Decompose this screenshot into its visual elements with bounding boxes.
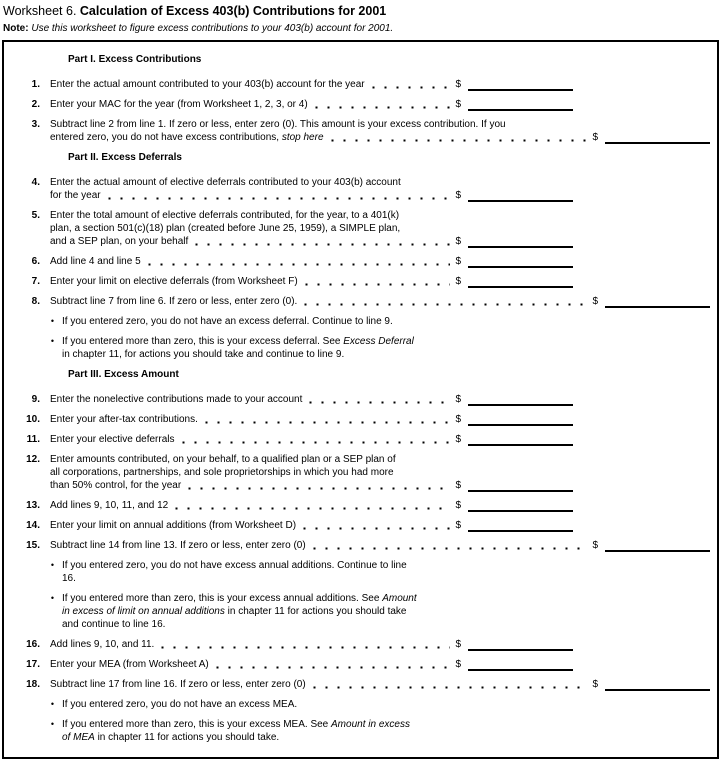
dot-leader	[303, 519, 450, 532]
amount-line	[605, 539, 710, 552]
line-text	[50, 275, 573, 288]
italic-text: Amount	[382, 593, 417, 604]
worksheet-row	[4, 678, 710, 691]
line-text	[62, 698, 710, 711]
line-text	[50, 189, 573, 202]
text-segments	[50, 223, 400, 234]
worksheet-row	[4, 255, 710, 268]
amount-line	[468, 189, 573, 202]
italic-text: stop here	[281, 132, 324, 143]
italic-text: of MEA	[62, 732, 95, 743]
worksheet-title: Calculation of Excess 403(b) Contributions for 2001	[79, 4, 387, 18]
amount-line	[605, 131, 710, 144]
line-number: 17.	[26, 659, 40, 670]
text-segments	[62, 719, 410, 730]
dot-leader	[195, 235, 450, 248]
line-number: 13.	[26, 500, 40, 511]
line-text	[50, 479, 573, 492]
regular-text: Enter your limit on elective deferrals (from Worksheet F)	[50, 276, 298, 287]
regular-text: than 50% control, for the year	[50, 480, 182, 491]
regular-text: Enter the nonelective contributions made to your account	[50, 394, 303, 405]
regular-text: If you entered more than zero, this is your excess annual additions. See	[62, 593, 383, 604]
worksheet-number: Worksheet 6.	[3, 4, 77, 18]
italic-text: in excess of limit on annual additions	[62, 606, 225, 617]
worksheet-box	[2, 40, 719, 759]
row-body	[62, 592, 710, 631]
text-segments	[50, 295, 297, 308]
line-text	[50, 176, 710, 189]
line-number: 14.	[26, 520, 40, 531]
bullet-row	[4, 718, 710, 744]
dollar-sign: $	[592, 540, 598, 551]
part-heading: Part I. Excess Contributions	[68, 54, 202, 65]
line-text	[62, 315, 710, 328]
line-text	[50, 433, 573, 446]
worksheet-row	[4, 413, 710, 426]
line-number: 2.	[31, 99, 40, 110]
line-text	[50, 222, 710, 235]
line-number: 16.	[26, 639, 40, 650]
dollar-sign: $	[592, 296, 598, 307]
row-body	[50, 638, 710, 651]
text-segments	[50, 210, 399, 221]
regular-text: Enter the actual amount of elective deferrals contributed to your 403(b) account	[50, 177, 401, 188]
line-number: 12.	[26, 454, 40, 465]
line-number: 18.	[26, 679, 40, 690]
row-body	[50, 413, 710, 426]
dot-leader	[331, 131, 588, 144]
bullet-row	[4, 335, 710, 361]
line-text	[50, 98, 573, 111]
dot-leader	[309, 393, 450, 406]
regular-text: If you entered zero, you do not have excess annual additions. Continue to line	[62, 560, 407, 571]
note-line	[3, 23, 719, 35]
dot-leader	[175, 499, 450, 512]
line-text	[50, 209, 710, 222]
regular-text: Subtract line 2 from line 1. If zero or less, enter zero (0). This amount is your excess contribution. If you	[50, 119, 506, 130]
regular-text: Enter your MAC for the year (from Worksheet 1, 2, 3, or 4)	[50, 99, 308, 110]
regular-text: and continue to line 16.	[62, 619, 166, 630]
text-segments	[62, 593, 417, 604]
bullet-row	[4, 592, 710, 631]
row-body	[50, 658, 710, 671]
line-text	[50, 255, 573, 268]
line-number: 6.	[31, 256, 40, 267]
dollar-sign: $	[455, 659, 461, 670]
dot-leader	[108, 189, 451, 202]
part-heading: Part II. Excess Deferrals	[68, 152, 182, 163]
line-text	[62, 348, 710, 361]
amount-line	[605, 295, 710, 308]
bullet-row	[4, 698, 710, 711]
text-segments	[50, 479, 181, 492]
regular-text: If you entered zero, you do not have an excess MEA.	[62, 699, 298, 710]
line-text	[62, 618, 710, 631]
text-segments	[50, 131, 324, 144]
dollar-sign: $	[455, 500, 461, 511]
line-text	[62, 572, 710, 585]
row-body	[50, 433, 710, 446]
line-number: 8.	[31, 296, 40, 307]
row-body	[50, 453, 710, 492]
note-label: Note:	[3, 23, 29, 34]
regular-text: in chapter 11, for actions you should take and continue to line 9.	[62, 349, 345, 360]
worksheet-row	[4, 209, 710, 248]
dot-leader	[315, 98, 451, 111]
text-segments	[50, 519, 296, 532]
dollar-sign: $	[592, 679, 598, 690]
regular-text: 16.	[62, 573, 76, 584]
line-text	[50, 466, 710, 479]
line-text	[50, 131, 710, 144]
text-segments	[50, 78, 365, 91]
text-segments	[50, 255, 141, 268]
line-text	[50, 235, 573, 248]
text-segments	[62, 349, 344, 360]
regular-text: Enter the total amount of elective deferrals contributed, for the year, to a 401(k)	[50, 210, 400, 221]
regular-text: Enter your elective deferrals	[50, 434, 175, 445]
amount-line	[468, 658, 573, 671]
regular-text: Enter your MEA (from Worksheet A)	[50, 659, 209, 670]
dot-leader	[182, 433, 451, 446]
dollar-sign: $	[455, 99, 461, 110]
worksheet-row	[4, 453, 710, 492]
amount-line	[468, 78, 573, 91]
line-text	[50, 453, 710, 466]
dollar-sign: $	[455, 414, 461, 425]
bullet-row	[4, 315, 710, 328]
regular-text: and a SEP plan, on your behalf	[50, 236, 189, 247]
text-segments	[50, 275, 298, 288]
bullet-icon: •	[50, 719, 54, 729]
text-segments	[62, 606, 406, 617]
regular-text: Enter the actual amount contributed to your 403(b) account for the year	[50, 79, 365, 90]
part-heading: Part III. Excess Amount	[68, 369, 179, 380]
line-number: 11.	[26, 434, 40, 445]
dollar-sign: $	[455, 79, 461, 90]
row-body	[62, 559, 710, 585]
row-body	[50, 98, 710, 111]
regular-text: Enter your after-tax contributions.	[50, 414, 198, 425]
regular-text: Enter your limit on annual additions (from Worksheet D)	[50, 520, 297, 531]
line-text	[50, 539, 710, 552]
worksheet-row	[4, 539, 710, 552]
row-body	[50, 275, 710, 288]
dot-leader	[372, 78, 451, 91]
amount-line	[468, 433, 573, 446]
line-text	[50, 413, 573, 426]
worksheet-row	[4, 393, 710, 406]
italic-text: Excess Deferral	[343, 336, 414, 347]
text-segments	[62, 316, 393, 327]
dollar-sign: $	[455, 520, 461, 531]
text-segments	[50, 433, 175, 446]
line-number: 9.	[31, 394, 40, 405]
line-text	[62, 592, 710, 605]
line-text	[62, 718, 710, 731]
line-text	[50, 678, 710, 691]
regular-text: Add lines 9, 10, and 11.	[50, 639, 155, 650]
amount-line	[468, 98, 573, 111]
text-segments	[50, 177, 401, 188]
row-body	[50, 539, 710, 552]
text-segments	[62, 619, 165, 630]
line-text	[62, 559, 710, 572]
dollar-sign: $	[455, 394, 461, 405]
worksheet-row	[4, 98, 710, 111]
text-segments	[62, 732, 279, 743]
regular-text: in chapter 11 for actions you should take	[224, 606, 407, 617]
row-body	[50, 176, 710, 202]
amount-line	[468, 255, 573, 268]
page-title	[3, 4, 719, 19]
amount-line	[468, 479, 573, 492]
regular-text: If you entered more than zero, this is your excess MEA. See	[62, 719, 332, 730]
bullet-icon: •	[50, 560, 54, 570]
dollar-sign: $	[455, 276, 461, 287]
dollar-sign: $	[455, 190, 461, 201]
dollar-sign: $	[592, 132, 598, 143]
dot-leader	[148, 255, 451, 268]
text-segments	[50, 413, 198, 426]
dot-leader	[313, 539, 588, 552]
text-segments	[62, 336, 414, 347]
worksheet-row	[4, 658, 710, 671]
line-text	[62, 731, 710, 744]
regular-text: Add lines 9, 10, 11, and 12	[50, 500, 169, 511]
dollar-sign: $	[455, 434, 461, 445]
amount-line	[468, 413, 573, 426]
row-body	[50, 519, 710, 532]
amount-line	[468, 235, 573, 248]
bullet-icon: •	[50, 316, 54, 326]
row-body	[50, 678, 710, 691]
worksheet-row	[4, 275, 710, 288]
text-segments	[62, 560, 407, 571]
dot-leader	[161, 638, 450, 651]
dot-leader	[216, 658, 451, 671]
line-text	[50, 658, 573, 671]
amount-line	[605, 678, 710, 691]
italic-text: Amount in excess	[331, 719, 410, 730]
dollar-sign: $	[455, 236, 461, 247]
amount-line	[468, 519, 573, 532]
text-segments	[50, 393, 302, 406]
text-segments	[50, 638, 154, 651]
regular-text: If you entered more than zero, this is your excess deferral. See	[62, 336, 344, 347]
line-number: 7.	[31, 276, 40, 287]
text-segments	[62, 573, 76, 584]
text-segments	[50, 235, 188, 248]
bullet-icon: •	[50, 699, 54, 709]
text-segments	[50, 119, 506, 130]
line-text	[50, 519, 573, 532]
line-number: 4.	[31, 177, 40, 188]
dot-leader	[304, 295, 587, 308]
dot-leader	[188, 479, 450, 492]
text-segments	[50, 499, 168, 512]
line-number: 10.	[26, 414, 40, 425]
regular-text: in chapter 11 for actions you should take.	[94, 732, 280, 743]
dollar-sign: $	[455, 256, 461, 267]
row-body	[50, 255, 710, 268]
row-body	[50, 499, 710, 512]
regular-text: all corporations, partnerships, and sole proprietorships in which you had more	[50, 467, 394, 478]
text-segments	[50, 189, 101, 202]
text-segments	[50, 454, 396, 465]
worksheet-row	[4, 118, 710, 144]
regular-text: If you entered zero, you do not have an excess deferral. Continue to line 9.	[62, 316, 393, 327]
dot-leader	[305, 275, 451, 288]
regular-text: Subtract line 14 from line 13. If zero or less, enter zero (0)	[50, 540, 306, 551]
note-text: Use this worksheet to figure excess contributions to your 403(b) account for 2001.	[31, 23, 394, 34]
worksheet-row	[4, 638, 710, 651]
regular-text: plan, a section 501(c)(18) plan (created before June 25, 1959), a SIMPLE plan,	[50, 223, 401, 234]
line-text	[50, 393, 573, 406]
text-segments	[50, 467, 394, 478]
dollar-sign: $	[455, 639, 461, 650]
line-text	[50, 295, 710, 308]
line-text	[50, 499, 573, 512]
worksheet-row	[4, 519, 710, 532]
line-text	[50, 78, 573, 91]
line-number: 5.	[31, 210, 40, 221]
row-body	[62, 698, 710, 711]
line-number: 3.	[31, 119, 40, 130]
row-body	[50, 78, 710, 91]
text-segments	[50, 678, 306, 691]
bullet-row	[4, 559, 710, 585]
row-body	[50, 295, 710, 308]
line-text	[62, 605, 710, 618]
regular-text: Add line 4 and line 5	[50, 256, 141, 267]
regular-text: entered zero, you do not have excess contributions,	[50, 132, 282, 143]
worksheet-row	[4, 499, 710, 512]
amount-line	[468, 499, 573, 512]
line-number: 1.	[31, 79, 40, 90]
bullet-icon: •	[50, 593, 54, 603]
row-body	[62, 335, 710, 361]
line-text	[50, 638, 573, 651]
line-number: 15.	[26, 540, 40, 551]
dot-leader	[205, 413, 451, 426]
dollar-sign: $	[455, 480, 461, 491]
amount-line	[468, 393, 573, 406]
row-body	[62, 315, 710, 328]
row-body	[62, 718, 710, 744]
regular-text: for the year	[50, 190, 101, 201]
row-body	[50, 118, 710, 144]
text-segments	[50, 658, 209, 671]
text-segments	[50, 98, 308, 111]
worksheet-row	[4, 78, 710, 91]
worksheet-row	[4, 295, 710, 308]
dot-leader	[313, 678, 588, 691]
amount-line	[468, 275, 573, 288]
text-segments	[62, 699, 297, 710]
text-segments	[50, 539, 306, 552]
regular-text: Enter amounts contributed, on your behalf, to a qualified plan or a SEP plan of	[50, 454, 396, 465]
regular-text: Subtract line 7 from line 6. If zero or less, enter zero (0).	[50, 296, 298, 307]
bullet-icon: •	[50, 336, 54, 346]
line-text	[50, 118, 710, 131]
worksheet-row	[4, 433, 710, 446]
row-body	[50, 393, 710, 406]
worksheet-row	[4, 176, 710, 202]
regular-text: Subtract line 17 from line 16. If zero or less, enter zero (0)	[50, 679, 306, 690]
line-text	[62, 335, 710, 348]
row-body	[50, 209, 710, 248]
amount-line	[468, 638, 573, 651]
